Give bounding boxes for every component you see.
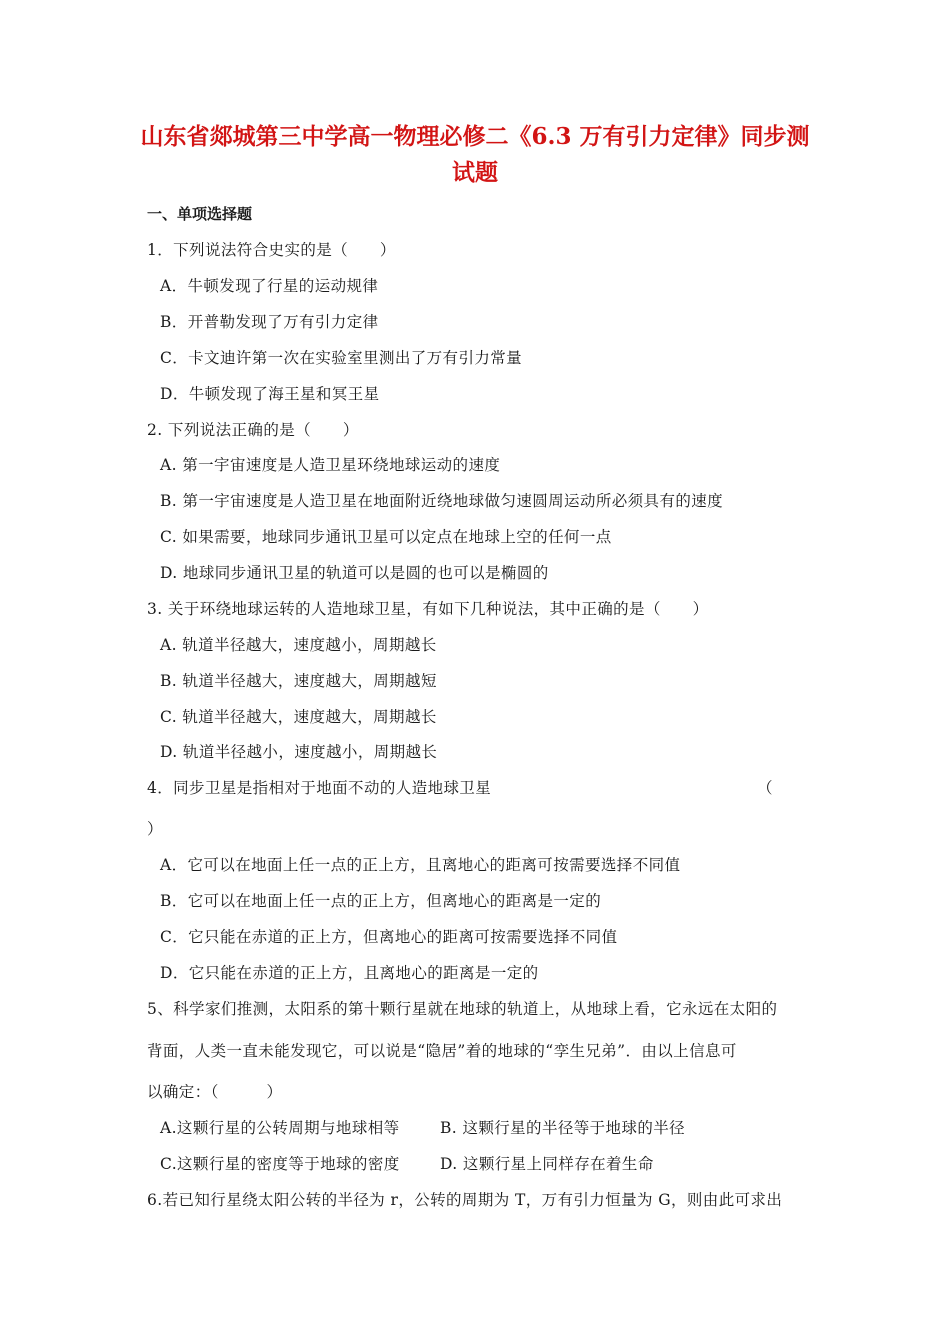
question-4-option-d: D．它只能在赤道的正上方，且离地心的距离是一定的 [160, 964, 539, 982]
question-3-option-a: A. 轨道半径越大，速度越小，周期越长 [160, 636, 437, 654]
question-5-line-1: 5、科学家们推测，太阳系的第十颗行星就在地球的轨道上，从地球上看，它永远在太阳的 [147, 1000, 778, 1018]
question-2-option-c: C. 如果需要，地球同步通讯卫星可以定点在地球上空的任何一点 [160, 528, 612, 546]
question-3-option-d: D. 轨道半径越小，速度越小，周期越长 [160, 743, 438, 761]
question-1-option-d: D．牛顿发现了海王星和冥王星 [160, 385, 380, 403]
question-4-option-b: B．它可以在地面上任一点的正上方，但离地心的距离是一定的 [160, 892, 602, 910]
question-1-option-b: B．开普勒发现了万有引力定律 [160, 313, 379, 331]
question-5-option-d: D. 这颗行星上同样存在着生命 [440, 1155, 654, 1173]
question-4-option-a: A．它可以在地面上任一点的正上方，且离地心的距离可按需要选择不同值 [160, 856, 681, 874]
question-5-line-3: 以确定：（ ） [147, 1083, 283, 1101]
question-5-line-2: 背面，人类一直未能发现它，可以说是“隐居”着的地球的“孪生兄弟”．由以上信息可 [147, 1042, 737, 1060]
question-5-option-b: B. 这颗行星的半径等于地球的半径 [440, 1119, 686, 1137]
question-1-stem: 1．下列说法符合史实的是（ ） [147, 241, 396, 259]
question-3-stem: 3. 关于环绕地球运转的人造地球卫星，有如下几种说法，其中正确的是（ ） [147, 600, 709, 618]
question-6-line-1: 6.若已知行星绕太阳公转的半径为 r，公转的周期为 T，万有引力恒量为 G，则由此可求出 [147, 1191, 783, 1209]
question-2-option-a: A. 第一宇宙速度是人造卫星环绕地球运动的速度 [160, 456, 501, 474]
question-4-option-c: C．它只能在赤道的正上方，但离地心的距离可按需要选择不同值 [160, 928, 618, 946]
question-1-option-a: A．牛顿发现了行星的运动规律 [160, 277, 379, 295]
question-2-option-d: D. 地球同步通讯卫星的轨道可以是圆的也可以是椭圆的 [160, 564, 549, 582]
question-2-stem: 2. 下列说法正确的是（ ） [147, 421, 359, 439]
document-title-line2: 试题 [452, 159, 498, 186]
question-1-option-c: C．卡文迪许第一次在实验室里测出了万有引力常量 [160, 349, 523, 367]
question-4-paren-close: ） [147, 820, 163, 838]
question-3-option-c: C. 轨道半径越大，速度越大，周期越长 [160, 708, 437, 726]
question-2-option-b: B. 第一宇宙速度是人造卫星在地面附近绕地球做匀速圆周运动所必须具有的速度 [160, 492, 724, 510]
question-5-option-c: C.这颗行星的密度等于地球的密度 [160, 1155, 400, 1173]
section-heading: 一、单项选择题 [147, 205, 253, 223]
question-4-paren-open: （ [757, 779, 773, 797]
question-3-option-b: B. 轨道半径越大，速度越大，周期越短 [160, 672, 437, 690]
document-title-line1: 山东省郯城第三中学高一物理必修二《6.3 万有引力定律》同步测 [140, 123, 810, 150]
question-4-stem: 4．同步卫星是指相对于地面不动的人造地球卫星 [147, 779, 492, 797]
question-5-option-a: A.这颗行星的公转周期与地球相等 [160, 1119, 400, 1137]
